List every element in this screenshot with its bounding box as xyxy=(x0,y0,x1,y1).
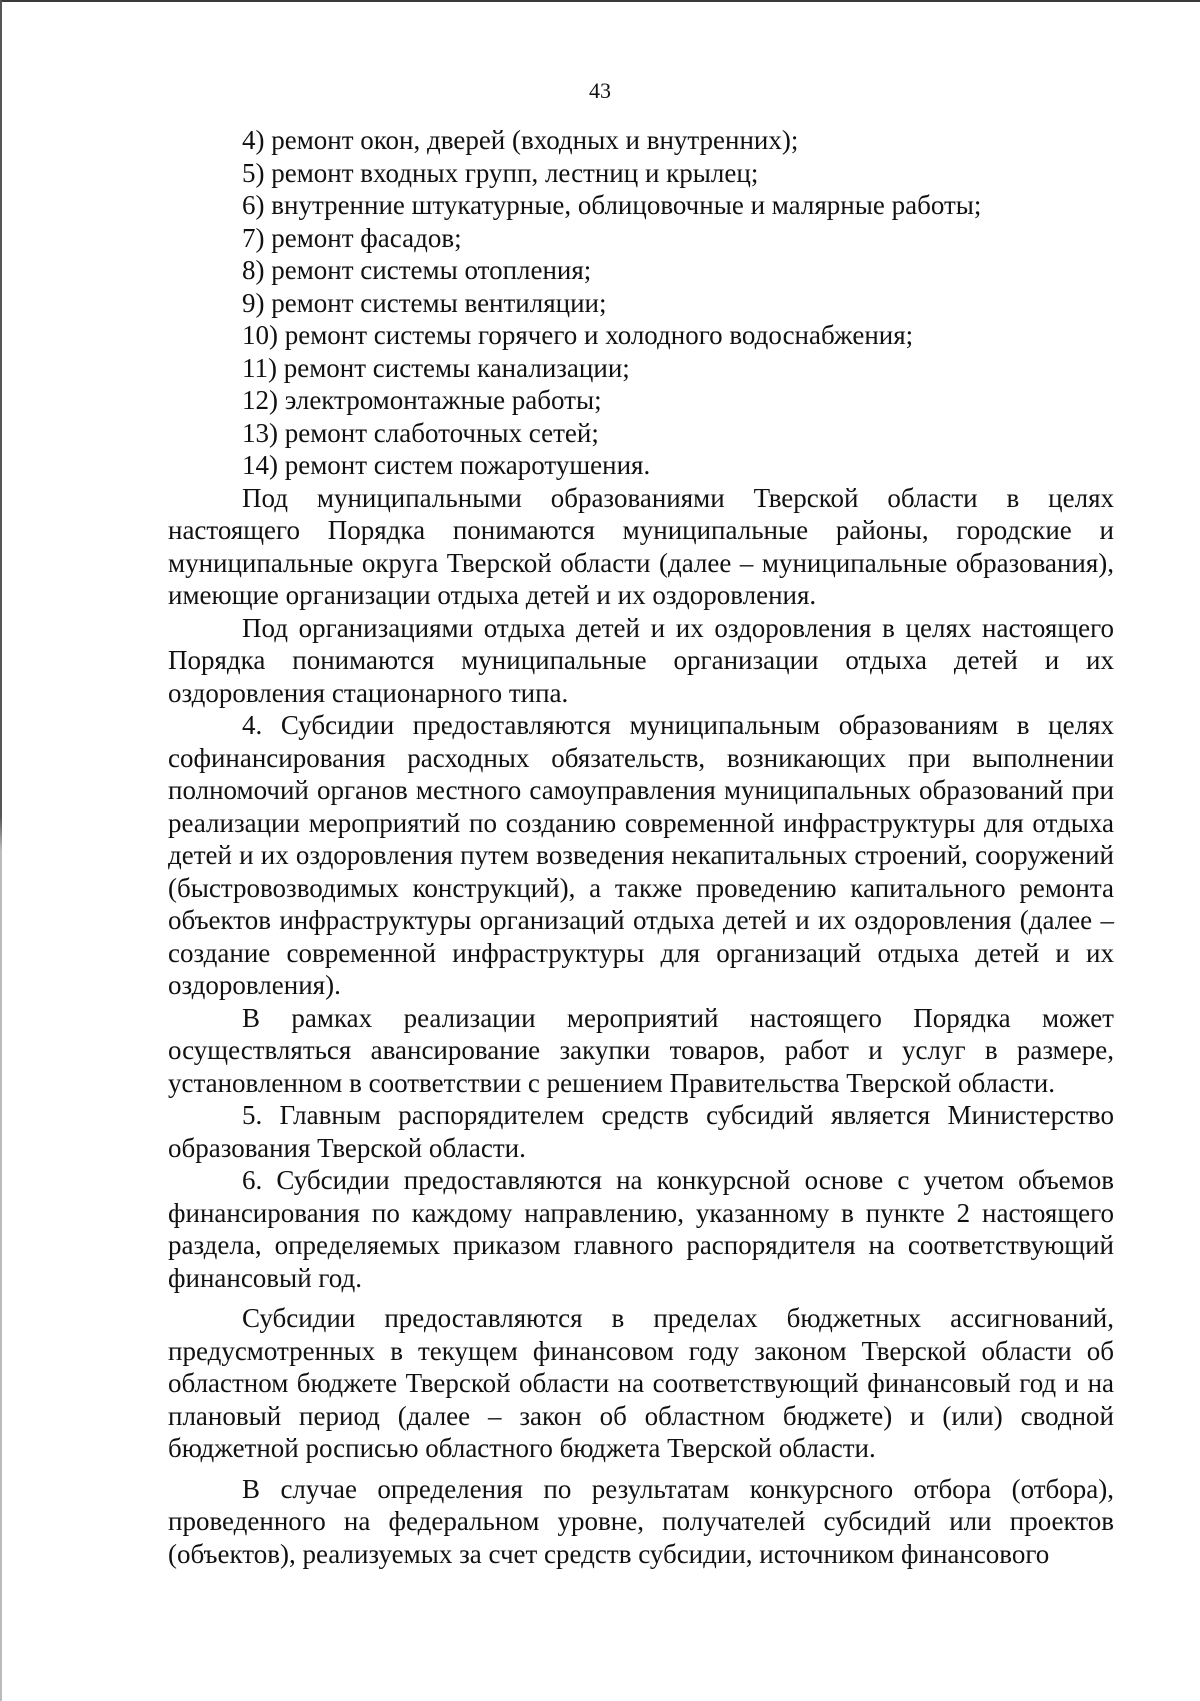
list-item: 10) ремонт системы горячего и холодного водоснабжения; xyxy=(242,320,914,350)
list-item: 7) ремонт фасадов; xyxy=(242,222,462,253)
paragraph-organizations: Под организациями отдыха детей и их оздоровления в целях настоящего Порядка понимаются муниципальные организации отдыха детей и их оздоровления стационарного типа. xyxy=(168,612,1114,708)
paragraph-section-6: 6. Субсидии предоставляются на конкурсной основе с учетом объемов финансирования по каждому направлению, указанному в пункте 2 настоящего раздела, определяемых приказом главного распорядителя на соответствующий финансовый год. xyxy=(168,1165,1114,1293)
paragraph-section-4: 4. Субсидии предоставляются муниципальным образованиям в целях софинансирования расходных обязательств, возникающих при выполнении полномочий органов местного самоуправления муниципальных образований при реализации мероприятий по созданию современной инфраструктуры для отдыха детей и их оздоровления путем возведения некапитальных строений, сооружений (быстровозводимых конструкций), а также проведению капитального ремонта объектов инфраструктуры организаций отдыха детей и их оздоровления (далее – создание современной инфраструктуры для организаций отдыха детей и их оздоровления). xyxy=(168,710,1114,1000)
document-body xyxy=(168,124,1114,1570)
scan-edge-top xyxy=(0,0,1200,2)
list-item: 6) внутренние штукатурные, облицовочные и малярные работы; xyxy=(242,190,982,220)
paragraph-section-5: 5. Главным распорядителем средств субсидий является Министерство образования Тверской области. xyxy=(168,1100,1114,1163)
list-item: 14) ремонт систем пожаротушения. xyxy=(242,450,651,480)
scan-edge-left xyxy=(0,0,2,1701)
list-item: 8) ремонт системы отопления; xyxy=(242,255,592,285)
list-item: 9) ремонт системы вентиляции; xyxy=(242,287,607,318)
list-item: 11) ремонт системы канализации; xyxy=(242,352,630,383)
paragraph-budget-limits: Субсидии предоставляются в пределах бюджетных ассигнований, предусмотренных в текущем финансовом году законом Тверской области об областном бюджете Тверской области на соответствующий финансовый год и на плановый период (далее – закон об областном бюджете) и (или) сводной бюджетной росписью областного бюджета Тверской области. xyxy=(168,1303,1114,1463)
list-item: 13) ремонт слаботочных сетей; xyxy=(242,417,599,448)
page-number: 43 xyxy=(589,78,611,103)
list-item: 12) электромонтажные работы; xyxy=(242,385,602,415)
paragraph-municipal-formations: Под муниципальными образованиями Тверской области в целях настоящего Порядка понимаются муниципальные районы, городские и муниципальные округа Тверской области (далее – муниципальные образования), имеющие организации отдыха детей и их оздоровления. xyxy=(168,482,1114,610)
list-item: 4) ремонт окон, дверей (входных и внутренних); xyxy=(242,125,799,155)
paragraph-federal-selection: В случае определения по результатам конкурсного отбора (отбора), проведенного на федеральном уровне, получателей субсидий или проектов (объектов), реализуемых за счет средств субсидии, источником финансового xyxy=(168,1473,1114,1569)
paragraph-advance-payment: В рамках реализации мероприятий настоящего Порядка может осуществляться авансирование закупки товаров, работ и услуг в размере, установленном в соответствии с решением Правительства Тверской области. xyxy=(168,1002,1114,1098)
list-item: 5) ремонт входных групп, лестниц и крылец; xyxy=(242,157,759,188)
